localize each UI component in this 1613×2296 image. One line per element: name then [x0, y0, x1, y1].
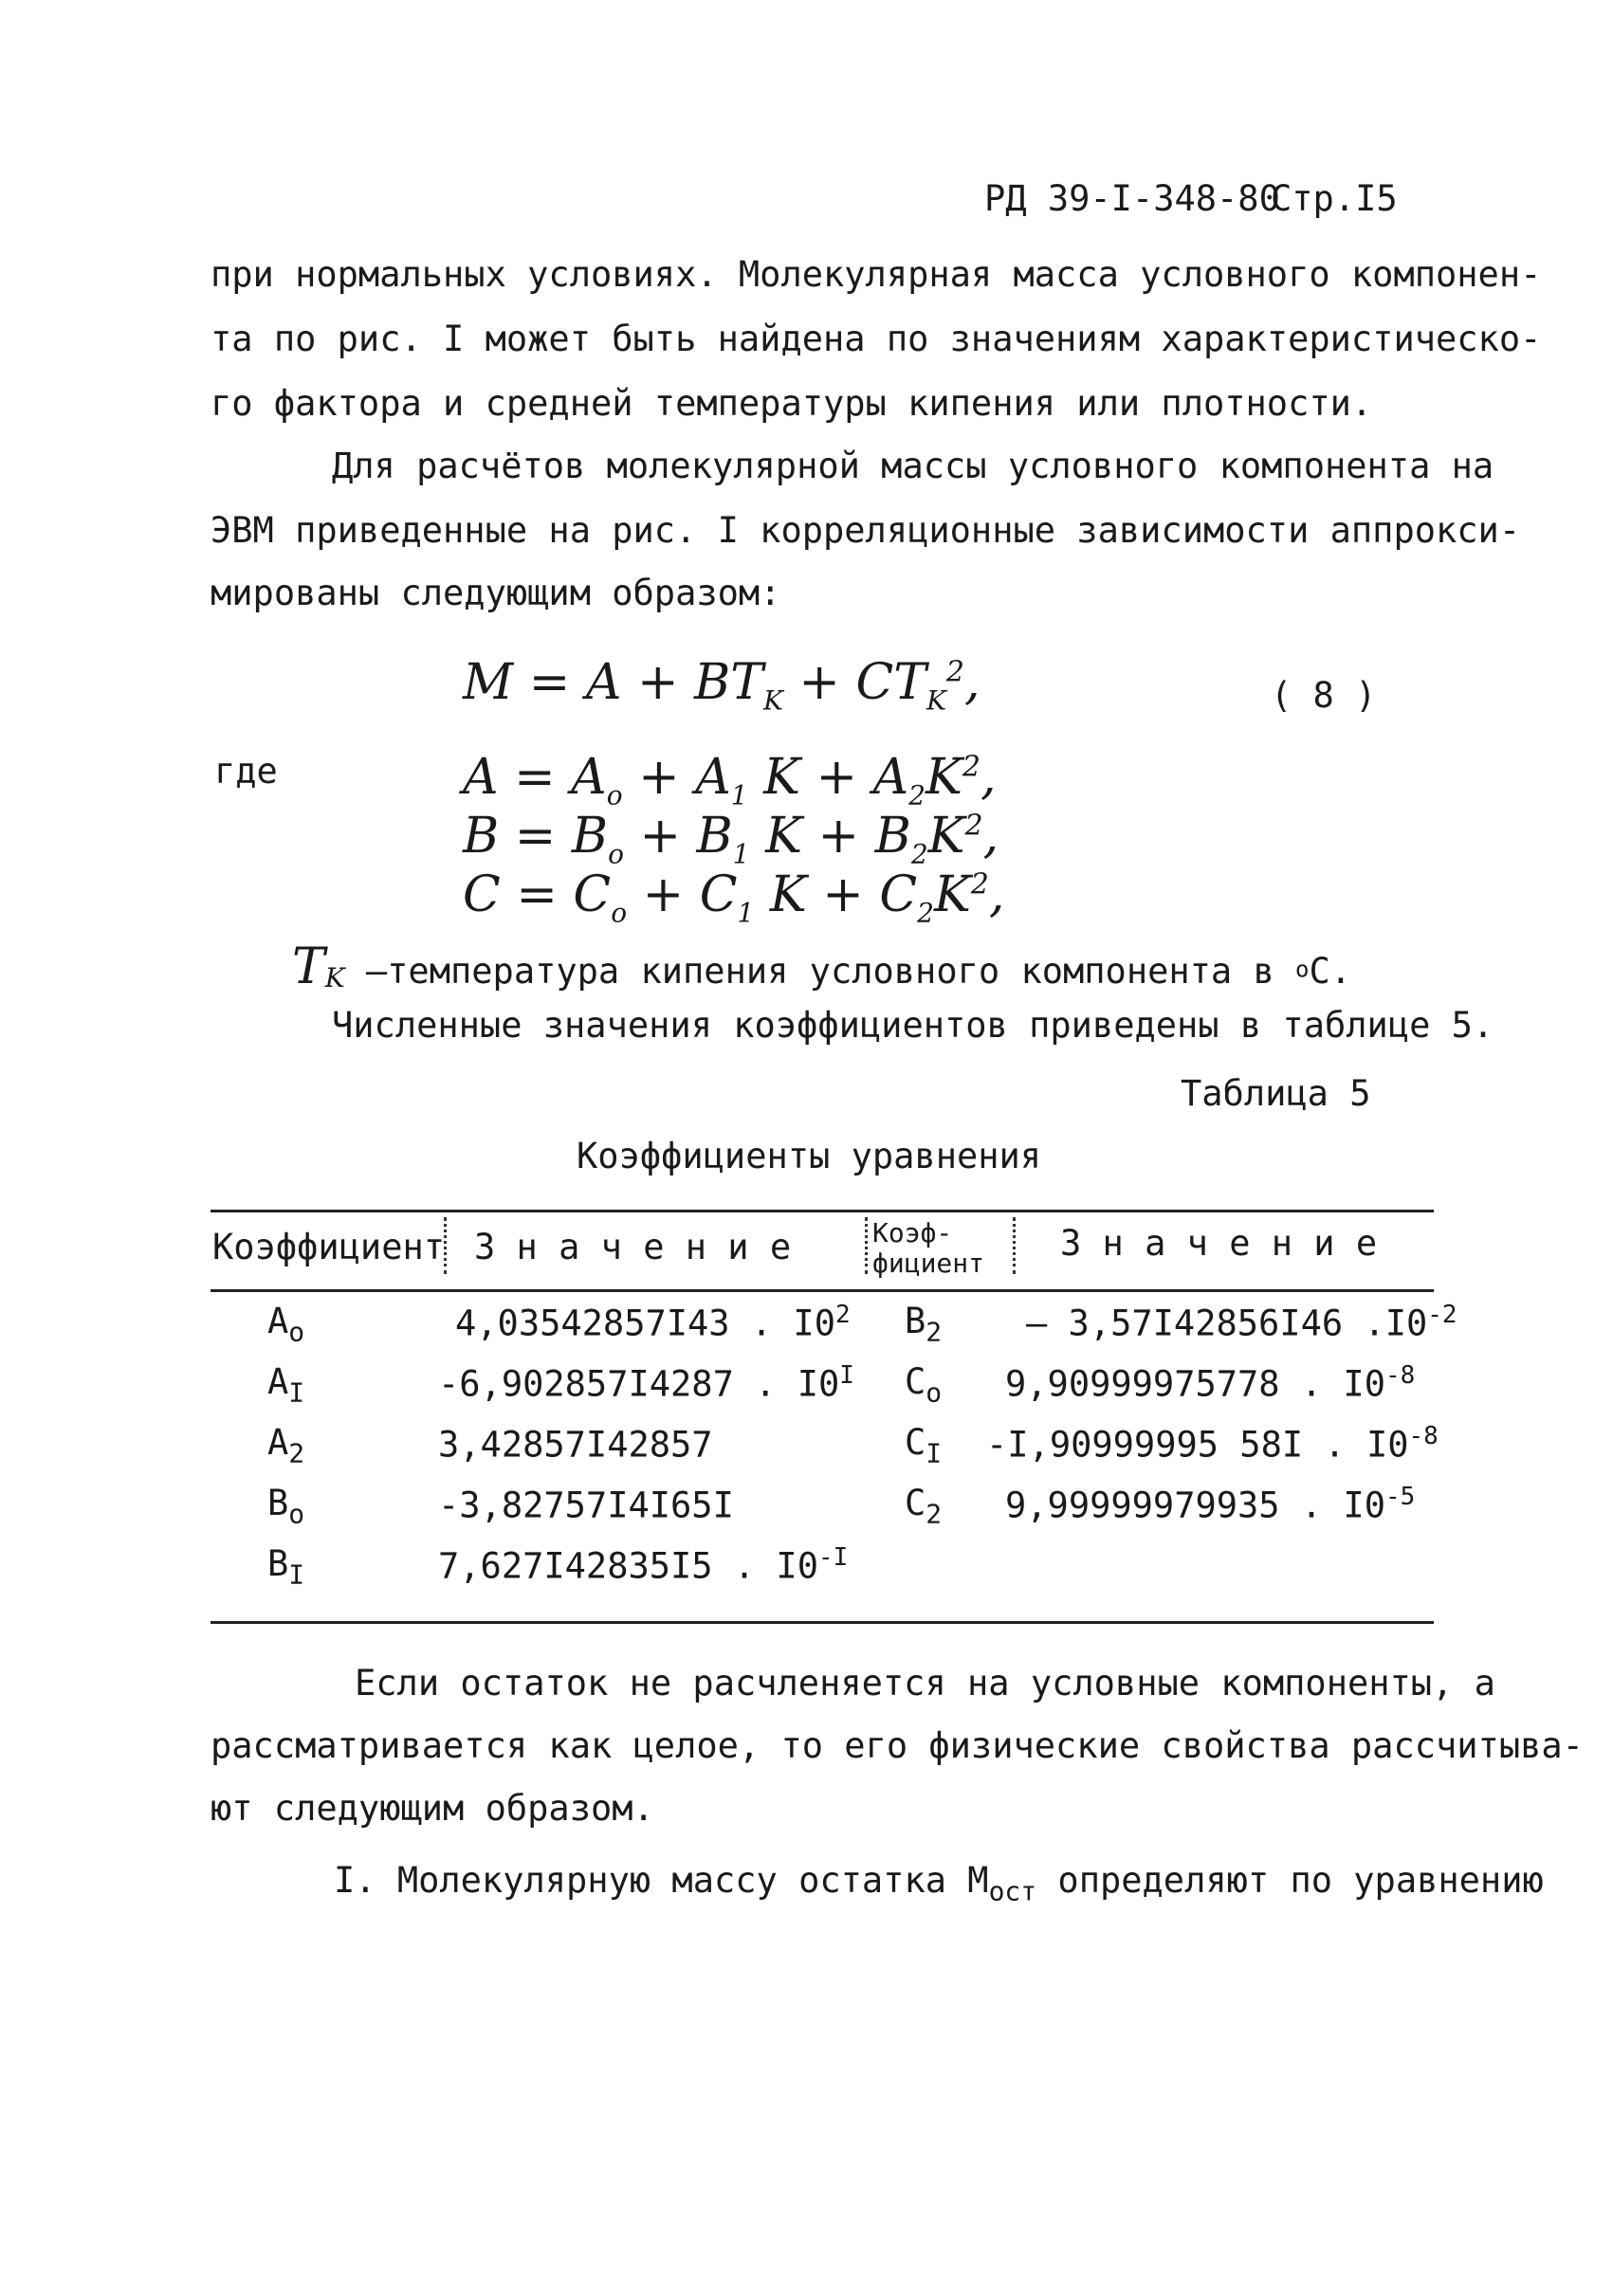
table-top-rule	[211, 1210, 1434, 1212]
coefficient-value: – 3,57I42856I46 $.I0^{-2}$	[1026, 1301, 1457, 1344]
coefficient-symbol: $B_o$	[267, 1483, 305, 1530]
page-number: Стр.I5	[1271, 178, 1398, 219]
header-value-2: З н а ч е н и е	[1060, 1223, 1378, 1264]
header-separator-3	[1013, 1217, 1016, 1274]
coefficient-value: -I,90999995 58I . $I0^{-8}$	[986, 1422, 1439, 1466]
header-coefficient: Коэффициент	[212, 1227, 446, 1267]
paragraph-2-line-1: Для расчётов молекулярной массы условного компонента на	[332, 446, 1494, 486]
table-header-rule	[211, 1289, 1434, 1292]
paragraph-3-line-3: ют следующим образом.	[211, 1788, 654, 1829]
paragraph-2-line-3: мированы следующим образом:	[211, 573, 781, 613]
coefficient-value: 4,03542857I43 . $I0^2$	[455, 1301, 851, 1344]
paragraph-3-line-2: рассматривается как целое, то его физические свойства рассчитыва-	[211, 1725, 1584, 1766]
formula-number: ( 8 )	[1271, 675, 1377, 716]
paragraph-3-line-1: Если остаток не расчленяется на условные компоненты, а	[355, 1663, 1495, 1704]
coefficient-value: 3,42857I42857	[438, 1424, 713, 1466]
paragraph-1-line-3: го фактора и средней температуры кипения или плотности.	[211, 383, 1373, 424]
where-label: где	[214, 751, 278, 792]
coefficient-value: 9,99999979935 . $I0^{-5}$	[1005, 1483, 1416, 1526]
header-coefficient-2-line-2: фициент	[872, 1248, 985, 1279]
coefficient-symbol: $C_2$	[905, 1483, 943, 1530]
formula-b: $B = B_o + B_1$ $K + B_2K^2$,	[463, 808, 999, 870]
paragraph-1-line-2: та по рис. I может быть найдена по значениям характеристическо-	[211, 319, 1542, 359]
coefficient-value: 9,90999975778 . $I0^{-8}$	[1005, 1361, 1416, 1405]
item-1: I. Молекулярную массу остатка $M_{ост}$ определяют по уравнению	[334, 1860, 1544, 1907]
table-title: Коэффициенты уравнения	[577, 1136, 1042, 1176]
formula-a: $A = A_o + A_1$ $K + A_2K^2$,	[463, 749, 997, 811]
table-bottom-rule	[211, 1621, 1434, 1624]
coefficient-value: -6,902857I4287 . $I0^I$	[438, 1361, 854, 1405]
formula-8: $M = A + BT_K + CT_K^2$,	[463, 654, 981, 717]
coefficient-symbol: $A_I$	[267, 1361, 305, 1409]
paragraph-1-line-1: при нормальных условиях. Молекулярная масса условного компонен-	[211, 254, 1542, 295]
coefficient-value: 7,627I42835I5 . $I0^{-I}$	[438, 1543, 849, 1587]
formula-c: $C = C_o + C_1$ $K + C_2K^2$,	[463, 866, 1005, 929]
coefficient-value: -3,82757I4I65I	[438, 1485, 734, 1526]
header-value: З н а ч е н и е	[474, 1227, 792, 1267]
header-separator-2	[865, 1217, 868, 1274]
coefficient-symbol: $A_2$	[267, 1422, 305, 1469]
paragraph-2-line-2: ЭВМ приведенные на рис. I корреляционные зависимости аппрокси-	[211, 510, 1521, 551]
tk-definition: $T_K$ –температура кипения условного компонента в $^o$C.	[292, 938, 1352, 995]
document-code: РД 39-I-348-80	[984, 178, 1280, 219]
table-label: Таблица 5	[1181, 1073, 1371, 1114]
coefficient-symbol: $B_2$	[905, 1301, 943, 1348]
coefficient-symbol: $A_o$	[267, 1301, 305, 1348]
coefficient-symbol: $B_I$	[267, 1543, 305, 1591]
header-coefficient-2-line-1: Коэф-	[872, 1217, 953, 1248]
coefficient-symbol: $C_o$	[905, 1361, 943, 1409]
coefficient-symbol: $C_I$	[905, 1422, 943, 1469]
table-reference: Численные значения коэффициентов приведены в таблице 5.	[332, 1005, 1494, 1046]
